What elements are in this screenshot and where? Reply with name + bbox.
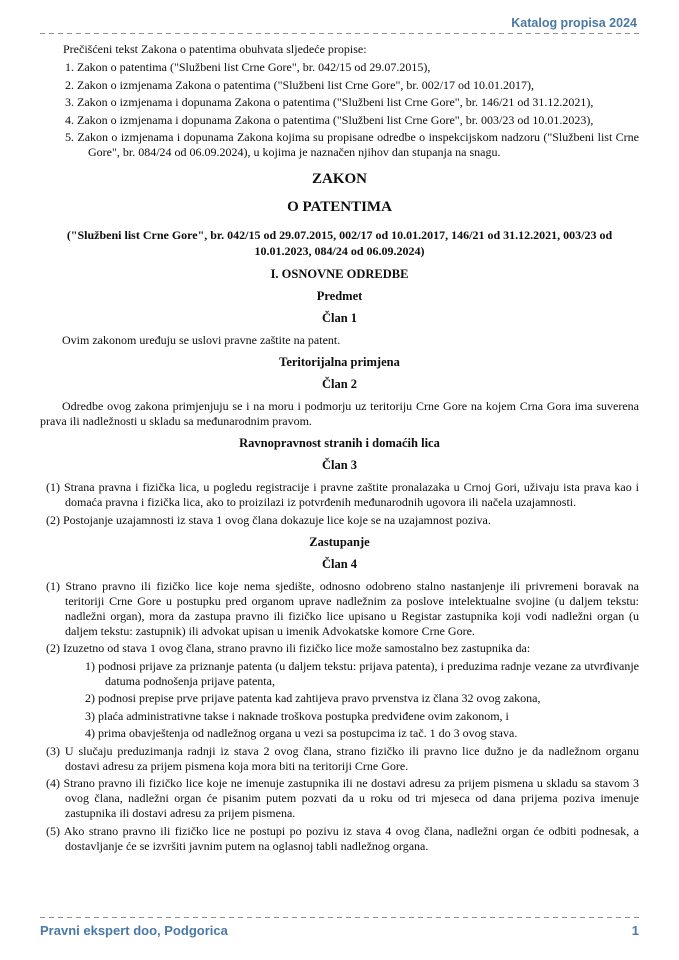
clan-4-paragraph-4: (4) Strano pravno ili fizičko lice koje ne imenuje zastupnika ili ne dostavi adresu za prijem pismena u skladu sa stavom 3 ovog člana, nadležni organ će pisanim putem pozvati da u roku od tri mjeseca od dana prijema poziva imenuje zastupnika ili dostavi adresu za prijem pismena. xyxy=(46,776,639,820)
intro-list-item: 5. Zakon o izmjenama i dopunama Zakona kojima su propisane odredbe o inspekcijskom nadzoru ("Službeni list Crne Gore", br. 084/24 od 06.09.2024), u kojima je naznačen njihov dan stupanja na snagu. xyxy=(65,130,639,159)
clan-4-paragraph-1: (1) Strano pravno ili fizičko lice koje nema sjedište, odnosno odobreno stalno nastanjenje ili privremeni boravak na teritoriji Crne Gore u postupku pred organom uprave nadležnim za poslove intelektualne svojine (u daljem tekstu: nadležni organ), mora da zastupa pravno ili fizičko lice upisano u Registar zastupnika koji vodi nadležni organ (u daljem tekstu: zastupnik) ili advokat upisan u imenik Advokatske komore Crne Gore. xyxy=(46,578,639,638)
intro-list-item: 3. Zakon o izmjenama i dopunama Zakona o patentima ("Službeni list Crne Gore", br. 146/21 od 31.12.2021), xyxy=(65,95,594,109)
document-body xyxy=(40,42,639,854)
catalog-label: Katalog propisa 2024 xyxy=(511,16,637,30)
clan-4-paragraph-3: (3) U slučaju preduzimanja radnji iz stava 2 ovog člana, strano fizičko ili pravno lice dužno je da nadležnom organu dostavi adresu za prijem pismena koja mora biti na teritoriji Crne Gore. xyxy=(46,743,639,773)
chapter-heading: I. OSNOVNE ODREDBE xyxy=(270,267,409,281)
page-footer xyxy=(40,917,639,938)
clan-3-paragraph-1: (1) Strana pravna i fizička lica, u pogledu registracije i pravne zaštite pronalazaka u Crnoj Gori, uživaju ista prava kao i domaća pravna i fizička lica, ako to proizilazi iz potvrđenih međunarodnih ugovora ili načela uzajamnosti. xyxy=(46,480,639,509)
footer-dashed-divider xyxy=(40,917,639,918)
footer-publisher: Pravni ekspert doo, Podgorica xyxy=(40,923,228,938)
clan-2-paragraph: Odredbe ovog zakona primjenjuju se i na moru i podmorju uz teritoriju Crne Gore na kojem Crna Gora ima suverena prava ili nadležnosti u skladu sa međunarodnim pravom. xyxy=(40,399,639,428)
clan-4-subitem: 3) plaća administrativne takse i naknade troškova postupka predviđene ovim zakonom, i xyxy=(85,708,509,723)
subject-heading-zastupanje: Zastupanje xyxy=(309,534,370,549)
clan-4-paragraph-2: (2) Izuzetno od stava 1 ovog člana, strano pravno ili fizičko lice može samostalno bez zastupnika da: xyxy=(46,641,531,655)
clan-4-subitem: 1) podnosi prijave za priznanje patenta (u daljem tekstu: prijava patenta), i preduzima radnje vezane za utvrđivanje datuma podnošenja prijave patenta, xyxy=(85,658,639,688)
law-title: ZAKON xyxy=(311,171,367,187)
law-subtitle: O PATENTIMA xyxy=(287,199,392,215)
subject-heading-teritorijalna-primjena: Teritorijalna primjena xyxy=(279,355,400,369)
article-heading-clan-3: Član 3 xyxy=(321,458,358,472)
intro-lead: Prečišćeni tekst Zakona o patentima obuhvata sljedeće propise: xyxy=(63,42,367,56)
article-heading-clan-2: Član 2 xyxy=(321,377,358,391)
gazette-citation: ("Službeni list Crne Gore", br. 042/15 od 29.07.2015, 002/17 od 10.01.2017, 146/21 od 31.12.2021, 003/23 od 10.01.2023, 084/24 od 06.09.2024) xyxy=(66,228,613,258)
header-dashed-divider xyxy=(40,33,639,34)
intro-list-item: 1. Zakon o patentima ("Službeni list Crne Gore", br. 042/15 od 29.07.2015), xyxy=(65,60,431,74)
footer-page-number: 1 xyxy=(631,923,639,938)
intro-list-item: 2. Zakon o izmjenama Zakona o patentima ("Službeni list Crne Gore", br. 002/17 od 10.01.2017), xyxy=(65,77,535,92)
article-heading-clan-1: Član 1 xyxy=(321,311,358,325)
subject-heading-ravnopravnost: Ravnopravnost stranih i domaćih lica xyxy=(239,436,440,450)
clan-4-subitem: 2) podnosi prepise prve prijave patenta kad zahtijeva pravo prvenstva iz člana 32 ovog zakona, xyxy=(85,691,541,705)
clan-4-subitem: 4) prima obavještenja od nadležnog organa u vezi sa postupcima iz tač. 1 do 3 ovog stava. xyxy=(85,726,518,740)
subject-heading-predmet: Predmet xyxy=(316,289,363,303)
article-heading-clan-4: Član 4 xyxy=(321,556,358,571)
clan-1-paragraph: Ovim zakonom uređuju se uslovi pravne zaštite na patent. xyxy=(62,333,341,347)
page-header xyxy=(40,16,639,34)
clan-3-paragraph-2: (2) Postojanje uzajamnosti iz stava 1 ovog člana dokazuje lice koje se na uzajamnost poziva. xyxy=(46,512,491,527)
clan-4-paragraph-5: (5) Ako strano pravno ili fizičko lice ne postupi po pozivu iz stava 4 ovog člana, nadležni organ će odbiti podnesak, a dostavljanje će se izvršiti javnim putem na oglasnoj tabli nadležnog organa. xyxy=(46,823,639,853)
intro-list-item: 4. Zakon o izmjenama i dopunama Zakona o patentima ("Službeni list Crne Gore", br. 003/23 od 10.01.2023), xyxy=(65,112,594,127)
